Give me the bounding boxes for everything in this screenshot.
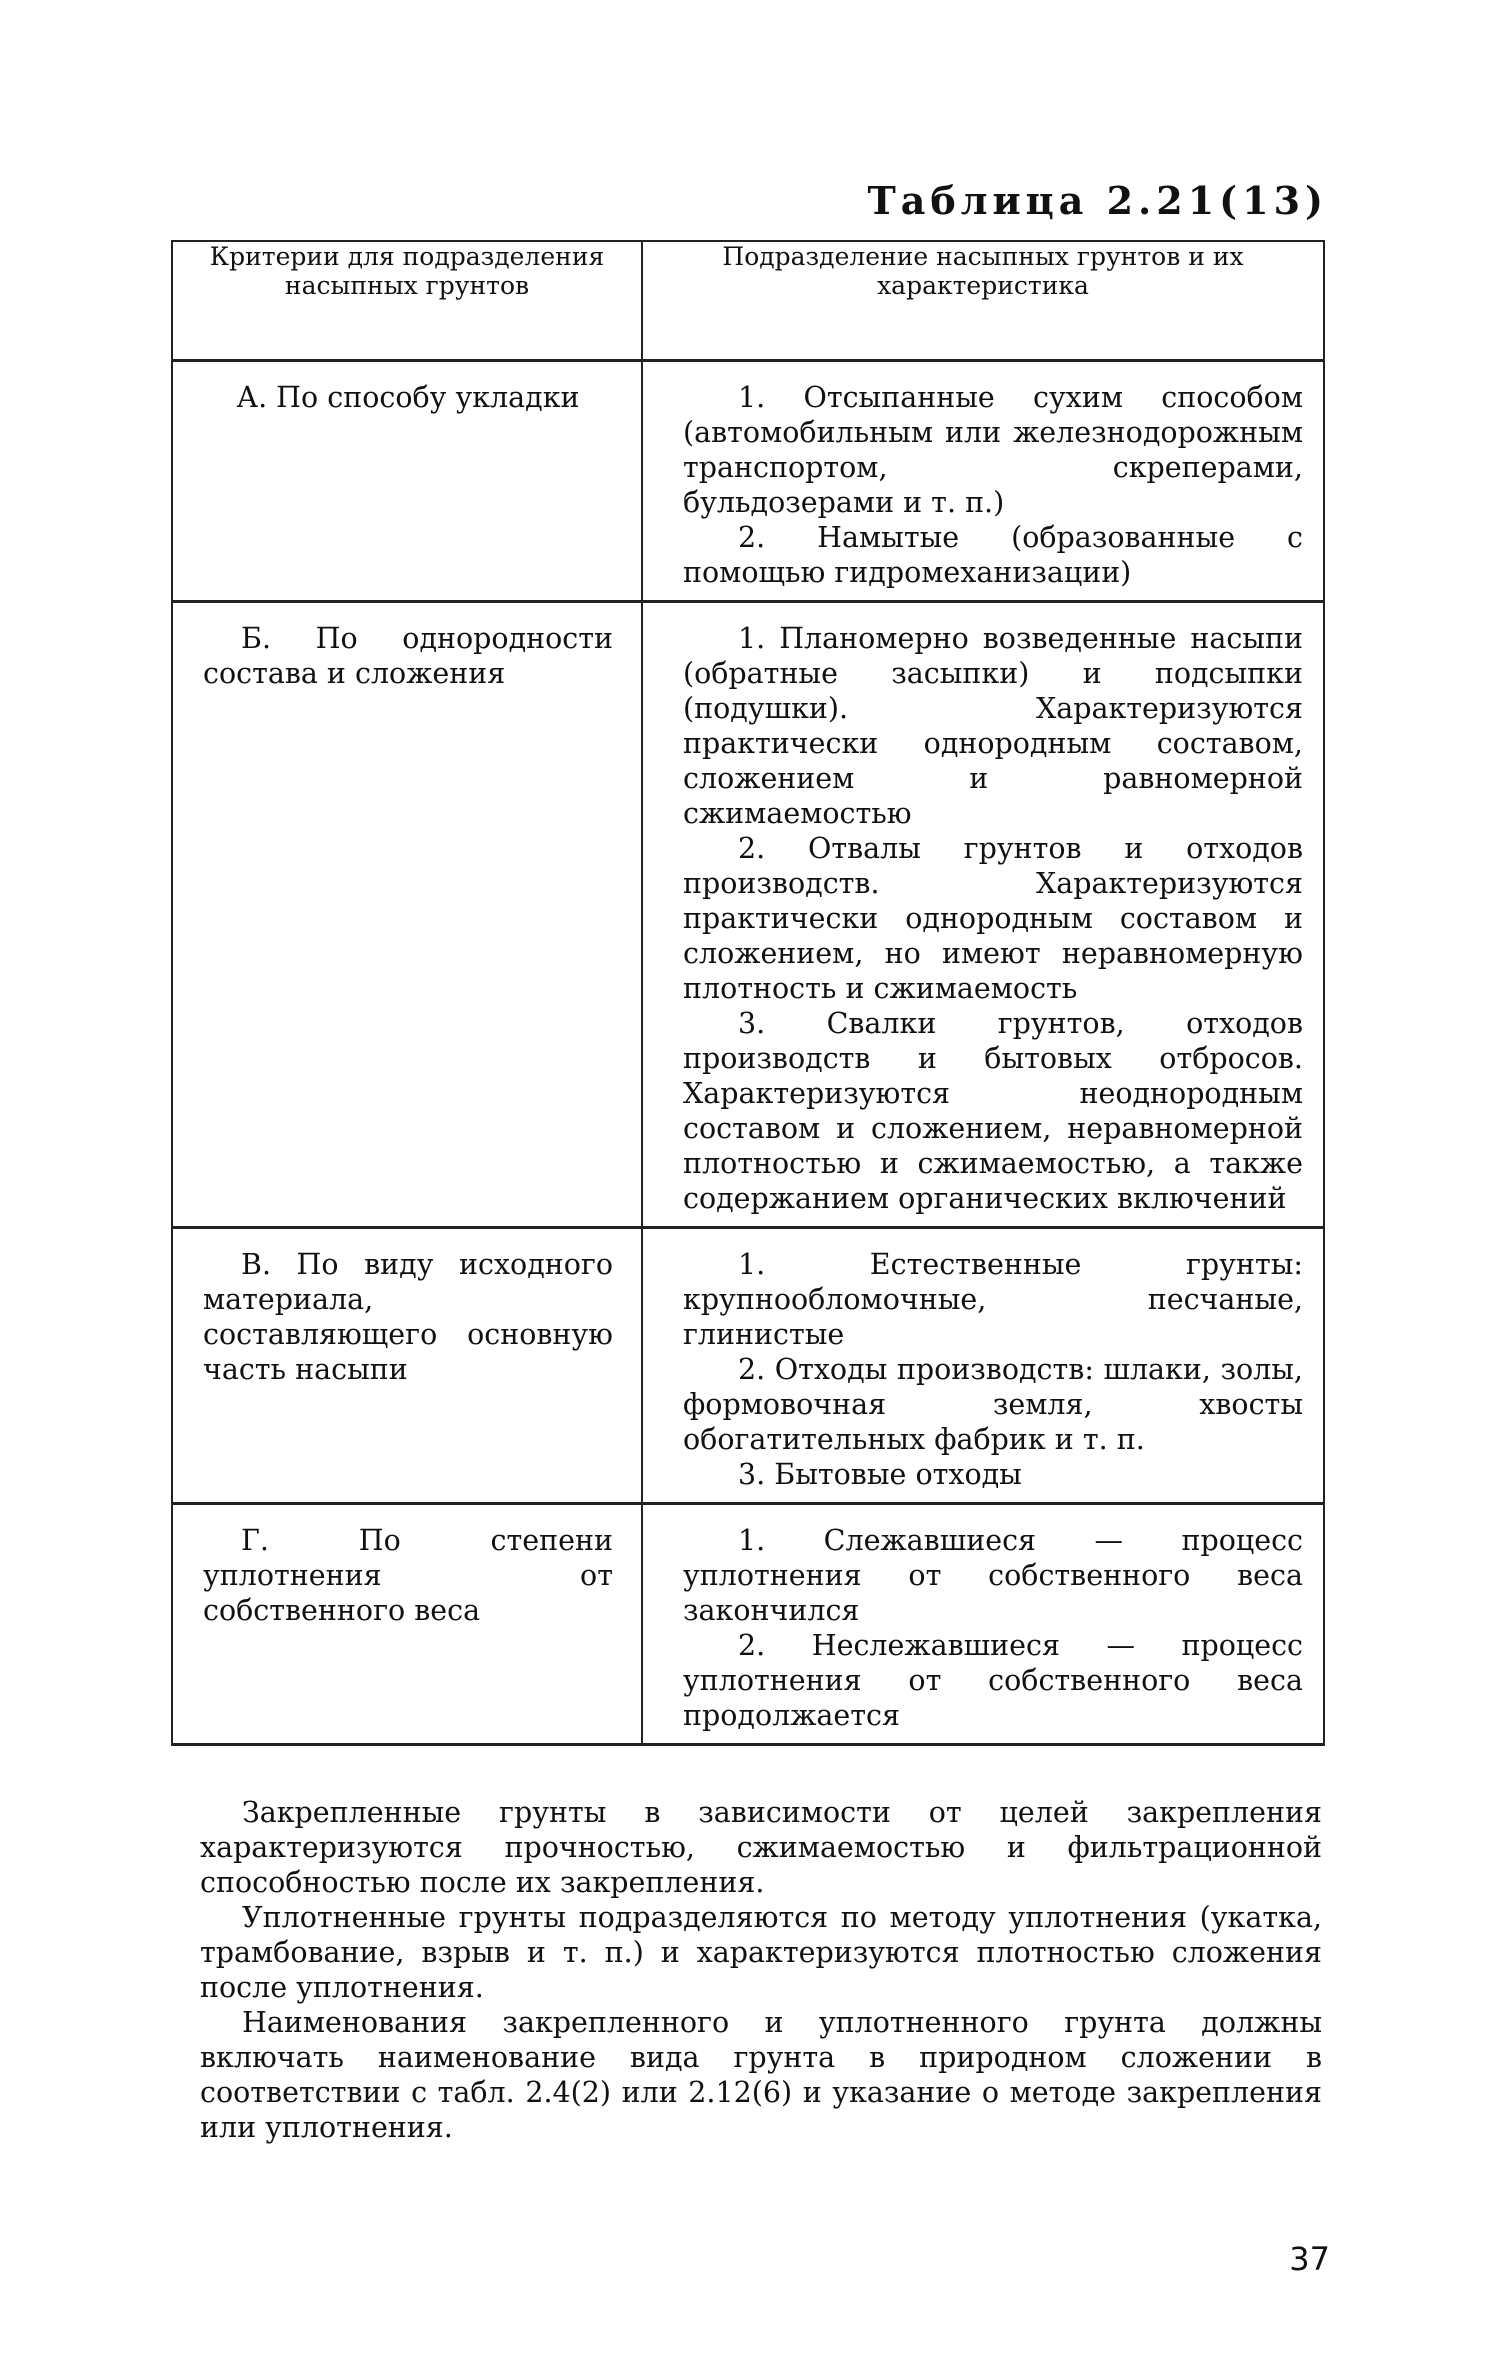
paragraph: Закрепленные грунты в зависимости от целей закрепления характеризуются прочностью, сжимаемостью и фильтрационной способностью после их закрепления. [200,1796,1322,1899]
list-item: 1. Естественные грунты: крупнообломочные, песчаные, глинистые [683,1248,1303,1351]
table-header-row [172,241,1324,361]
body-text [200,1795,1322,2145]
table-caption: Таблица 2.21(13) [867,178,1328,223]
list-item: 3. Свалки грунтов, отходов производств и бытовых отбросов. Характеризуются неоднородным составом и сложением, неравномерной плотностью и сжимаемостью, а также содержанием органических включений [683,1007,1303,1215]
criterion-cell: Г. По степени уплотнения от собственного веса [172,1504,642,1745]
table-row [172,361,1324,602]
paragraph: Наименования закрепленного и уплотненного грунта должны включать наименование вида грунта в природном сложении в соответствии с табл. 2.4(2) или 2.12(6) и указание о методе закрепления или уплотнения. [200,2006,1322,2144]
table-row [172,602,1324,1228]
header-criteria: Критерии для подразделения насыпных грунтов [172,241,642,361]
list-item: 2. Намытые (образованные с помощью гидромеханизации) [683,521,1303,589]
table-row [172,1504,1324,1745]
criterion-cell: Б. По однородности состава и сложения [172,602,642,1228]
subdivision-cell [642,361,1324,602]
page-number: 37 [1289,2240,1330,2278]
criterion-cell: В. По виду исходного материала, составляющего основную часть насыпи [172,1228,642,1504]
subdivision-cell [642,1504,1324,1745]
paragraph: Уплотненные грунты подразделяются по методу уплотнения (укатка, трамбование, взрыв и т. п.) и характеризуются плотностью сложения после уплотнения. [200,1901,1322,2004]
list-item: 1. Отсыпанные сухим способом (автомобильным или железнодорожным транспортом, скреперами, бульдозерами и т. п.) [683,381,1303,519]
table-row [172,1228,1324,1504]
list-item: 3. Бытовые отходы [738,1458,1022,1491]
list-item: 2. Отходы производств: шлаки, золы, формовочная земля, хвосты обогатительных фабрик и т. п. [683,1353,1303,1456]
list-item: 2. Неслежавшиеся — процесс уплотнения от собственного веса продолжается [683,1629,1303,1732]
criterion-cell: А. По способу укладки [172,361,642,602]
list-item: 1. Планомерно возведенные насыпи (обратные засыпки) и подсыпки (подушки). Характеризуются практически однородным составом, сложением и равномерной сжимаемостью [683,622,1303,830]
subdivision-cell [642,1228,1324,1504]
list-item: 1. Слежавшиеся — процесс уплотнения от собственного веса закончился [683,1524,1303,1627]
soil-classification-table [171,240,1325,1746]
header-subdivision: Подразделение насыпных грунтов и их характеристика [642,241,1324,361]
subdivision-cell [642,602,1324,1228]
list-item: 2. Отвалы грунтов и отходов производств. Характеризуются практически однородным составом и сложением, но имеют неравномерную плотность и сжимаемость [683,832,1303,1005]
